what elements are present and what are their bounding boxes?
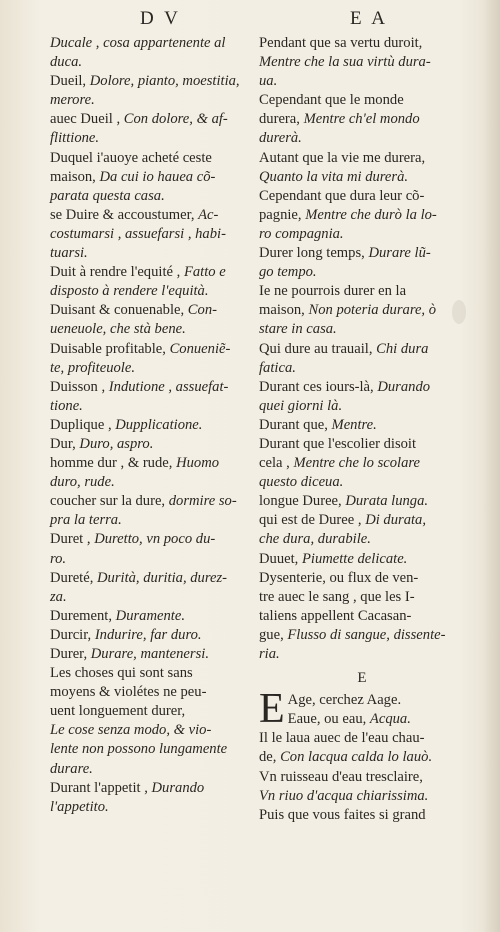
entry-translation: ro compagnia. xyxy=(259,225,344,242)
entry-translation: ua. xyxy=(259,73,278,90)
dictionary-entry xyxy=(259,768,465,806)
entry-translation: za. xyxy=(50,588,67,605)
entry-headword: se Duire & accoustumer, xyxy=(50,206,199,223)
entry-translation: fatica. xyxy=(259,359,296,376)
entry-headword: Duplique , xyxy=(50,416,116,433)
entry-translation: Mentre ch'el mondo xyxy=(303,111,420,128)
entry-headword: Dureté, xyxy=(50,569,98,586)
entry-headword: pagnie, xyxy=(259,206,306,223)
entry-translation: Con- xyxy=(187,302,217,319)
entry-translation: Indurire, far duro. xyxy=(94,626,202,643)
dictionary-entry xyxy=(259,187,465,244)
entry-translation: Durità, duritia, durez- xyxy=(97,569,228,586)
entry-translation: go tempo. xyxy=(259,264,317,281)
entry-headword: Durer long temps, xyxy=(259,245,369,262)
entry-headword: Eaue, ou eau, xyxy=(287,711,370,728)
entry-headword: Les choses qui sont sans xyxy=(50,665,193,682)
entry-translation: durerà. xyxy=(259,130,302,147)
entry-translation: ueneuole, che stà bene. xyxy=(50,321,186,338)
dictionary-entry xyxy=(259,729,465,767)
entry-translation: Da cui io haueа cõ- xyxy=(99,168,216,185)
entry-headword: Durer, xyxy=(50,646,91,662)
entry-translation: Durando xyxy=(151,779,205,796)
entry-headword: Vn ruisseau d'eau tresclaire, xyxy=(259,768,423,785)
dictionary-entry xyxy=(50,301,252,339)
entry-translation: Non poteria durare, ò xyxy=(308,302,437,319)
entry-headword: Durant que l'escolier disoit xyxy=(259,435,417,452)
dictionary-entry xyxy=(50,626,252,645)
entry-translation: lente non possono lungamente xyxy=(50,741,228,758)
entry-translation: Vn riuo d'acqua chiarissima. xyxy=(259,787,429,804)
dictionary-entry xyxy=(50,340,252,378)
entry-translation: Quanto la vita mi durerà. xyxy=(259,168,409,185)
entry-translation: questo diceua. xyxy=(259,474,344,491)
dictionary-entry xyxy=(50,530,252,568)
entry-translation: Fatto e xyxy=(183,264,226,281)
entry-headword: Duisant & conuenable, xyxy=(50,302,188,319)
entry-translation: tione. xyxy=(50,397,83,414)
drop-cap-entry xyxy=(259,686,465,733)
entry-translation: Durare lũ- xyxy=(368,245,431,262)
entry-headword: Puis que vous faites si grand xyxy=(259,806,426,823)
dictionary-entry xyxy=(259,244,465,282)
entry-translation: Dupplicatione. xyxy=(115,416,203,433)
dictionary-entry xyxy=(259,492,465,511)
section-entries xyxy=(259,729,465,824)
entry-translation: Chi dura xyxy=(376,340,429,357)
dictionary-entry xyxy=(288,710,465,729)
dictionary-entry xyxy=(50,149,252,206)
entry-translation: Dolore, pianto, moestitia, xyxy=(89,73,240,90)
entry-translation: Duramente. xyxy=(115,607,185,624)
dictionary-entry xyxy=(50,645,252,664)
entry-headword: Duquel i'auoye acheté ceste xyxy=(50,149,212,166)
page-edge-shadow xyxy=(482,0,500,932)
entry-headword: qui est de Duree , xyxy=(259,512,366,529)
entry-headword: cela , xyxy=(259,455,294,472)
dictionary-entry xyxy=(259,378,465,416)
entry-headword: Duret , xyxy=(50,531,95,548)
dictionary-entry xyxy=(259,34,465,91)
entry-headword: de, xyxy=(259,749,281,766)
entry-translation: Duro, aspro. xyxy=(79,435,154,452)
entry-translation: dormire so- xyxy=(168,493,237,510)
dictionary-entry xyxy=(50,72,252,110)
entry-headword: Duuet, xyxy=(259,550,302,567)
dictionary-entry xyxy=(50,454,252,492)
dictionary-entry xyxy=(50,378,252,416)
entry-translation: Mentre. xyxy=(331,416,377,433)
entry-translation: Le cose senza modo, & vio- xyxy=(50,722,212,739)
entry-headword: Autant que la vie me durera, xyxy=(259,149,426,166)
entry-translation: disposto à rendere l'equità. xyxy=(50,283,209,300)
entry-translation: te, profiteuole. xyxy=(50,359,135,376)
dictionary-entry xyxy=(50,569,252,607)
entry-translation: Acqua. xyxy=(369,711,411,728)
entry-translation: Con dolore, & af- xyxy=(123,111,228,128)
dictionary-entry xyxy=(50,607,252,626)
entry-headword: homme dur , & rude, xyxy=(50,455,177,472)
entry-headword: Ie ne pourrois durer en la xyxy=(259,283,407,300)
dictionary-entry xyxy=(50,435,252,454)
entry-headword: Durant que, xyxy=(259,416,332,433)
entry-headword: Il le laua auec de l'eau chau- xyxy=(259,730,425,747)
entry-translation: Durando xyxy=(377,378,431,395)
entry-translation: Mentre che durò la lo- xyxy=(305,206,437,223)
right-column xyxy=(259,34,465,825)
entry-translation: Huomo xyxy=(176,455,220,472)
entry-headword: Duit à rendre l'equité , xyxy=(50,264,184,281)
drop-cap: E xyxy=(259,686,285,733)
entry-translation: duca. xyxy=(50,54,83,71)
entry-translation: Mentre che lo scolare xyxy=(293,455,421,472)
dictionary-entry xyxy=(259,282,465,339)
entry-headword: uent longuement durer, xyxy=(50,703,186,720)
entry-translation: ria. xyxy=(259,646,280,662)
entry-headword: auec Dueil , xyxy=(50,111,124,128)
entry-translation: Durata lunga. xyxy=(345,493,429,510)
entry-translation: quei giorni là. xyxy=(259,397,343,414)
entry-headword: durera, xyxy=(259,111,304,128)
entry-headword: longue Duree, xyxy=(259,493,346,510)
entry-headword: Dueil, xyxy=(50,73,90,90)
entry-headword: Cependant que dura leur cõ- xyxy=(259,187,425,204)
dictionary-entry xyxy=(50,206,252,263)
entry-translation: stare in casa. xyxy=(259,321,337,338)
entry-headword: moyens & violétes ne peu- xyxy=(50,684,207,701)
dictionary-entry xyxy=(50,492,252,530)
entry-headword: taliens appellent Cacasan- xyxy=(259,607,412,624)
entry-headword: Pendant que sa vertu duroit, xyxy=(259,35,423,51)
dictionary-entry xyxy=(259,416,465,435)
entry-translation: Con lacqua calda lo lauò. xyxy=(280,749,433,766)
dictionary-entry xyxy=(259,149,465,187)
dictionary-entry xyxy=(259,340,465,378)
entry-headword: Duisable profitable, xyxy=(50,340,170,357)
entry-translation: ro. xyxy=(50,550,67,567)
entry-translation: l'appetito. xyxy=(50,798,109,815)
entry-translation: costumarsi , assuefarsi , habi- xyxy=(50,225,226,242)
right-column-entries xyxy=(259,34,465,664)
entry-translation: tuarsi. xyxy=(50,245,88,262)
dictionary-entry xyxy=(259,435,465,492)
entry-translation: Di durata, xyxy=(365,512,426,529)
dictionary-entry xyxy=(50,110,252,148)
dictionary-entry xyxy=(50,416,252,435)
entry-translation: Piumette delicate. xyxy=(301,550,408,567)
entry-headword: coucher sur la dure, xyxy=(50,493,169,510)
entry-translation: Mentre che la sua virtù dura- xyxy=(259,54,431,71)
entry-headword: maison, xyxy=(50,168,100,185)
entry-headword: Durcir, xyxy=(50,626,95,643)
dictionary-entry xyxy=(50,34,252,72)
left-column xyxy=(50,34,252,817)
dictionary-entry xyxy=(50,779,252,817)
dictionary-entry xyxy=(50,263,252,301)
entry-headword: Qui dure au trauail, xyxy=(259,340,377,357)
dictionary-entry xyxy=(259,806,465,825)
entry-headword: Durant ces iours-là, xyxy=(259,378,378,395)
entry-headword: maison, xyxy=(259,302,309,319)
dictionary-entry xyxy=(259,550,465,569)
entry-translation: Duretto, vn poco du- xyxy=(94,531,216,548)
entry-translation: Ac- xyxy=(198,206,219,223)
entry-headword: Duisson , xyxy=(50,378,109,395)
entry-translation: parata questa casa. xyxy=(50,187,165,204)
entry-headword: Dur, xyxy=(50,435,80,452)
dictionary-entry xyxy=(259,569,465,664)
entry-translation: Conueniẽ- xyxy=(169,340,231,357)
paper-stain xyxy=(452,300,466,324)
entry-headword: tre auec le sang , que les I- xyxy=(259,588,415,605)
entry-translation: Flusso di sangue, dissente- xyxy=(287,626,446,643)
entry-translation: durare. xyxy=(50,760,93,777)
running-head-left: D V xyxy=(140,8,181,29)
entry-headword: gue, xyxy=(259,626,288,643)
dictionary-entry xyxy=(259,91,465,148)
entry-headword: Durement, xyxy=(50,607,116,624)
drop-cap-lines xyxy=(288,691,465,729)
dictionary-entry xyxy=(50,664,252,779)
entry-headword: Cependant que le monde xyxy=(259,92,404,109)
entry-translation: pra la terra. xyxy=(50,512,122,529)
entry-translation: che dura, durabile. xyxy=(259,531,371,548)
entry-translation: duro, rude. xyxy=(50,474,115,491)
section-letter: E xyxy=(357,670,367,687)
entry-headword: Age, cerchez Aage. xyxy=(287,692,402,709)
entry-translation: Durare, mantenersi. xyxy=(90,646,209,662)
entry-translation: flittione. xyxy=(50,130,100,147)
entry-translation: Indutione , assuefat- xyxy=(108,378,229,395)
dictionary-entry xyxy=(259,511,465,549)
entry-headword: Durant l'appetit , xyxy=(50,779,152,796)
dictionary-entry xyxy=(288,691,465,710)
entry-translation: Ducale , cosa appartenente al xyxy=(50,35,226,51)
entry-headword: Dysenterie, ou flux de ven- xyxy=(259,569,419,586)
entry-translation: merore. xyxy=(50,92,95,109)
running-head-right: E A xyxy=(350,8,389,29)
